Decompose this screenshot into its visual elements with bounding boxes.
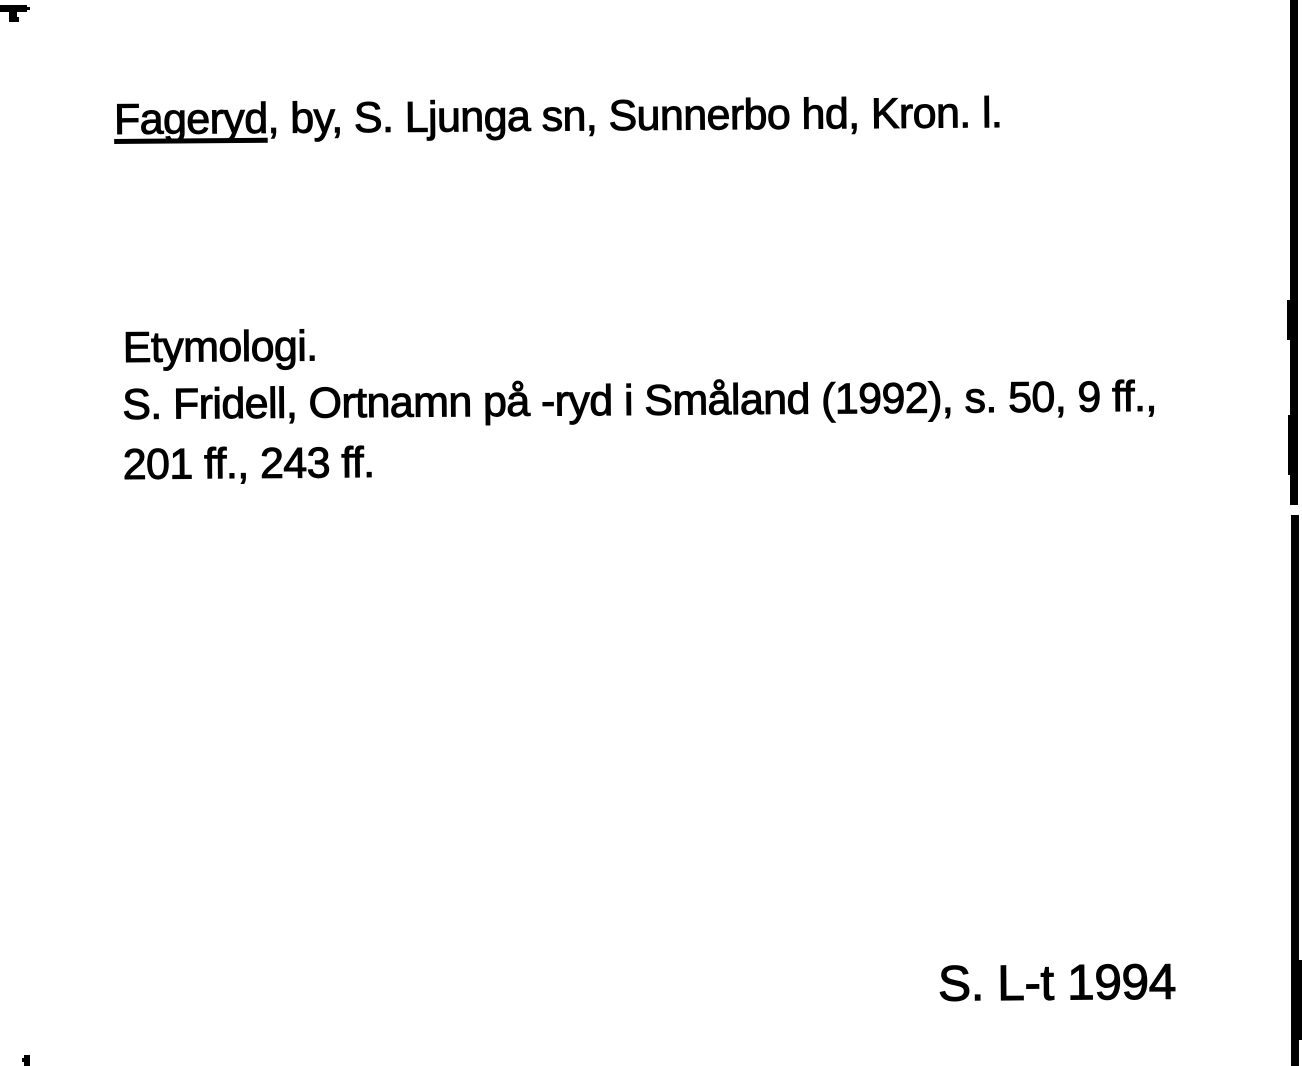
- scan-edge-artifact: [1287, 300, 1290, 340]
- etymology-reference-line-1: S. Fridell, Ortnamn på -ryd i Småland (1992), s. 50, 9 ff.,: [122, 372, 1157, 429]
- scan-speck: [24, 1055, 30, 1066]
- etymology-section-label: Etymologi.: [122, 322, 318, 372]
- place-name: Fageryd: [113, 94, 268, 145]
- heading-line: [113, 89, 1003, 145]
- signature: S. L-t 1994: [937, 953, 1177, 1012]
- scan-edge-line-top: [1290, 0, 1298, 505]
- etymology-reference-line-2: 201 ff., 243 ff.: [122, 438, 375, 489]
- scan-edge-line-bottom: [1291, 515, 1299, 1066]
- scan-edge-artifact: [1288, 415, 1291, 475]
- heading-rest: , by, S. Ljunga sn, Sunnerbo hd, Kron. l.: [267, 89, 1003, 143]
- scan-speck-nick: [22, 1058, 24, 1062]
